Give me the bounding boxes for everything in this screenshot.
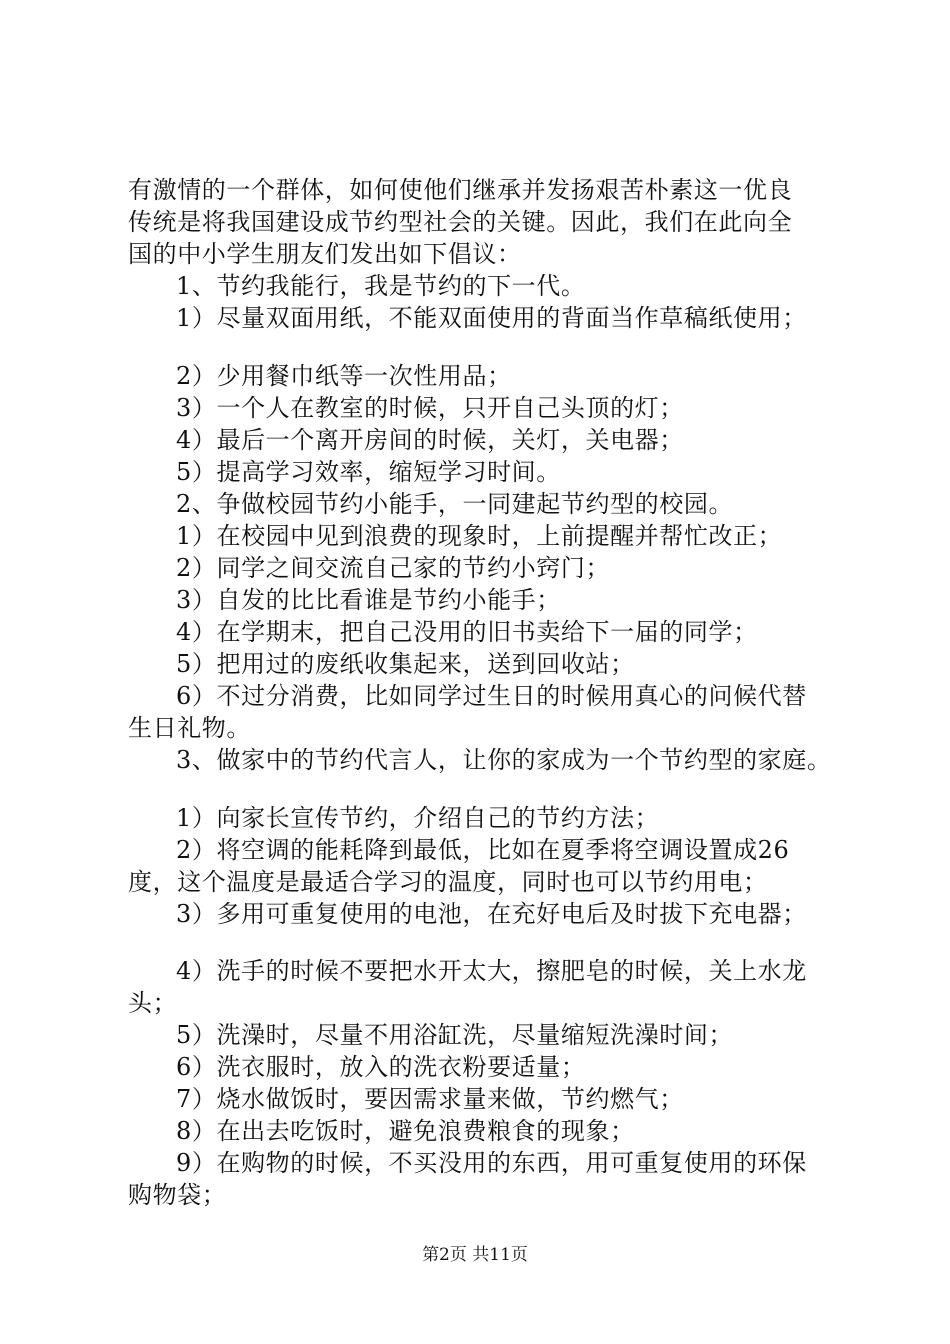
list-item: 8）在出去吃饭时，避免浪费粮食的现象； <box>176 1117 635 1145</box>
section-heading-1: 1、节约我能行，我是节约的下一代。 <box>176 272 586 300</box>
list-item: 1）向家长宣传节约，介绍自己的节约方法； <box>176 804 660 832</box>
list-item: 7）烧水做饭时，要因需求量来做，节约燃气； <box>176 1085 684 1113</box>
section-heading-2: 2、争做校园节约小能手，一同建起节约型的校园。 <box>176 490 734 518</box>
list-item: 6）不过分消费，比如同学过生日的时候用真心的问候代替 <box>176 682 807 710</box>
list-item: 6）洗衣服时，放入的洗衣粉要适量； <box>176 1053 586 1081</box>
text-line: 有激情的一个群体，如何使他们继承并发扬艰苦朴素这一优良 <box>128 176 793 204</box>
list-item: 3）一个人在教室的时候，只开自己头顶的灯； <box>176 394 684 422</box>
list-item: 9）在购物的时候，不买没用的东西，用可重复使用的环保 <box>176 1149 807 1177</box>
list-item: 5）洗澡时，尽量不用浴缸洗，尽量缩短洗澡时间； <box>176 1021 734 1049</box>
section-heading-3: 3、做家中的节约代言人，让你的家成为一个节约型的家庭。 <box>176 746 832 774</box>
text-line: 传统是将我国建设成节约型社会的关键。因此，我们在此向全 <box>128 208 793 236</box>
list-item: 2）将空调的能耗降到最低，比如在夏季将空调设置成26 <box>176 836 790 864</box>
list-item: 1）在校园中见到浪费的现象时，上前提醒并帮忙改正； <box>176 522 783 550</box>
list-item: 1）尽量双面用纸，不能双面使用的背面当作草稿纸使用； <box>176 304 807 332</box>
text-line: 购物袋； <box>128 1181 227 1209</box>
list-item: 3）多用可重复使用的电池，在充好电后及时拔下充电器； <box>176 900 807 928</box>
text-line: 度，这个温度是最适合学习的温度，同时也可以节约用电； <box>128 868 768 896</box>
page-footer: 第2页 共11页 <box>422 1245 528 1265</box>
list-item: 5）提高学习效率，缩短学习时间。 <box>176 458 561 486</box>
text-line: 国的中小学生朋友们发出如下倡议： <box>128 240 522 268</box>
list-item: 4）最后一个离开房间的时候，关灯，关电器； <box>176 426 684 454</box>
list-item: 2）同学之间交流自己家的节约小窍门； <box>176 554 611 582</box>
list-item: 4）洗手的时候不要把水开太大，擦肥皂的时候，关上水龙 <box>176 957 807 985</box>
list-item: 4）在学期末，把自己没用的旧书卖给下一届的同学； <box>176 618 758 646</box>
list-item: 3）自发的比比看谁是节约小能手； <box>176 586 561 614</box>
list-item: 5）把用过的废纸收集起来，送到回收站； <box>176 650 635 678</box>
text-line: 头； <box>128 989 178 1017</box>
text-line: 生日礼物。 <box>128 714 251 742</box>
list-item: 2）少用餐巾纸等一次性用品； <box>176 362 512 390</box>
